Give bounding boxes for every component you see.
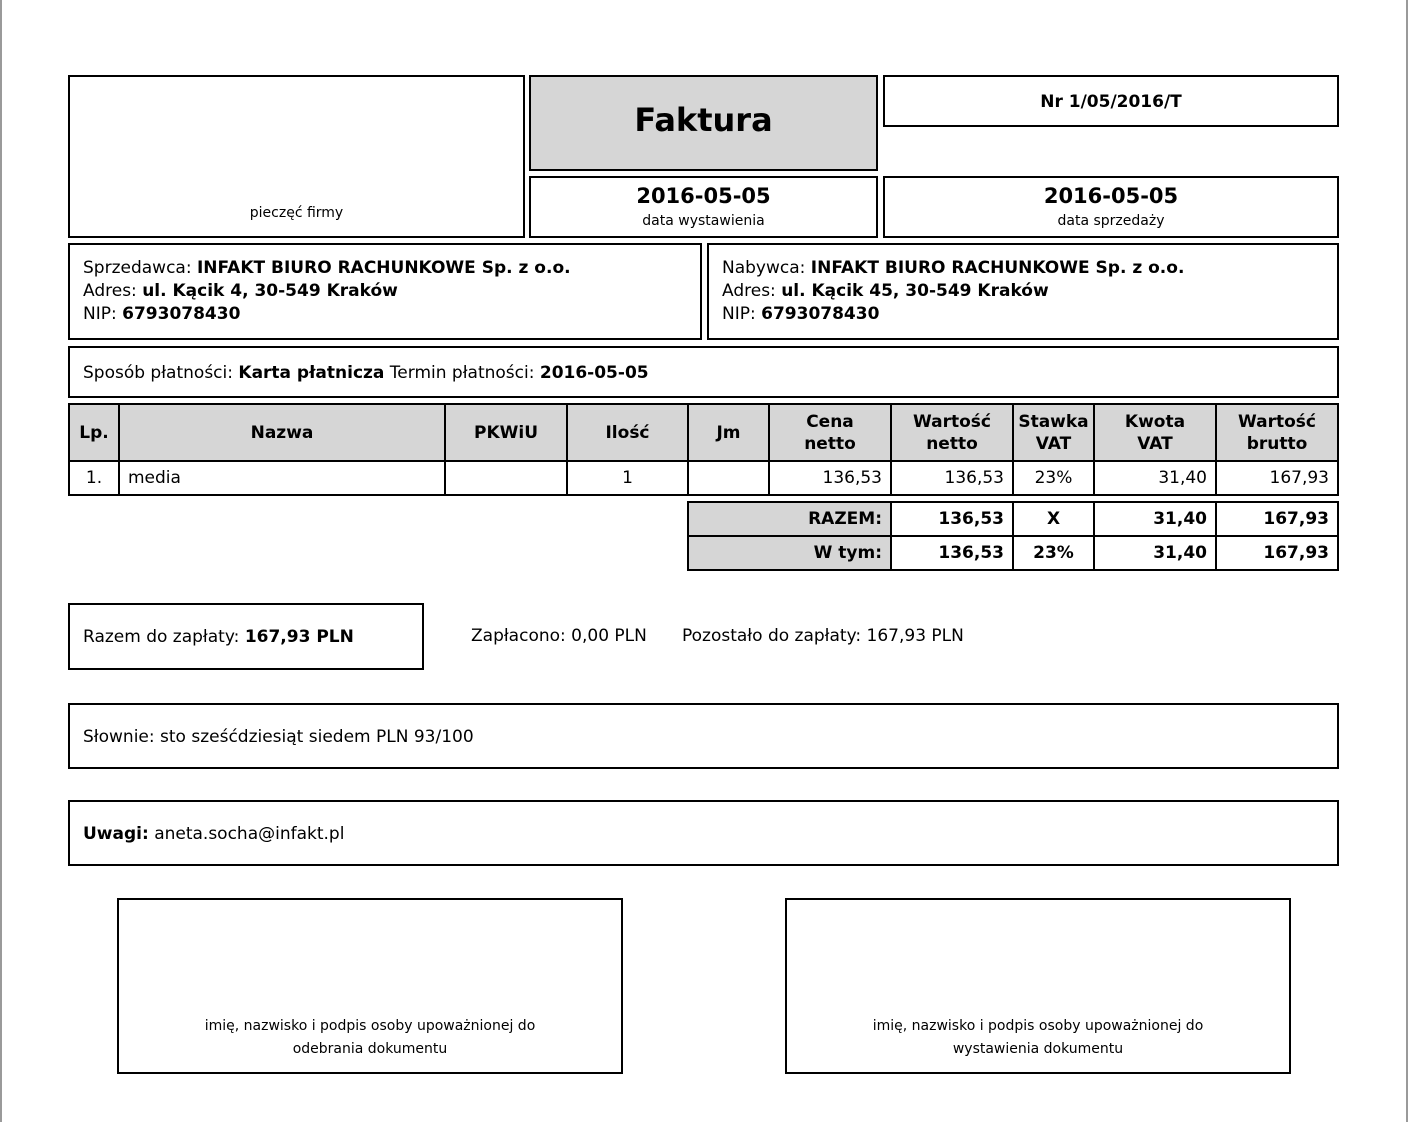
buyer-address: ul. Kącik 45, 30-549 Kraków — [781, 281, 1049, 301]
payment-method: Karta płatnicza — [238, 363, 385, 383]
payment-method-label: Sposób płatności: — [83, 363, 233, 383]
col-header-ilosc: Ilość — [566, 403, 689, 462]
sale-date-box — [883, 176, 1339, 238]
issue-date-label: data wystawienia — [642, 213, 765, 229]
payment-box — [68, 346, 1339, 398]
summary-w-tym-brutto: 167,93 — [1215, 535, 1339, 571]
summary-label-w-tym: W tym: — [687, 535, 892, 571]
buyer-box — [707, 243, 1339, 340]
amount-due-box — [68, 603, 424, 670]
col-header-wartosc-brutto-line2: brutto — [1246, 433, 1308, 454]
amount-due-label: Razem do zapłaty: — [83, 627, 240, 647]
col-header-wartosc-netto-line1: Wartość — [912, 411, 991, 432]
col-header-wartosc-netto — [890, 403, 1014, 462]
col-header-wartosc-netto-line2: netto — [926, 433, 978, 454]
col-header-wartosc-brutto — [1215, 403, 1339, 462]
seller-nip-label: NIP: — [83, 304, 117, 324]
issuer-signature-line2: wystawienia dokumentu — [952, 1041, 1124, 1057]
amount-in-words: Słownie: sto sześćdziesiąt siedem PLN 93/100 — [83, 727, 474, 747]
buyer-name: INFAKT BIURO RACHUNKOWE Sp. z o.o. — [810, 258, 1185, 278]
col-header-stawka-vat — [1012, 403, 1095, 462]
col-header-cena-line1: Cena — [806, 411, 854, 432]
seller-nip: 6793078430 — [122, 304, 241, 324]
company-stamp-box — [68, 75, 525, 238]
buyer-address-label: Adres: — [722, 281, 776, 301]
summary-label-razem: RAZEM: — [687, 501, 892, 537]
summary-w-tym-stawka: 23% — [1012, 535, 1095, 571]
amount-due-line — [83, 627, 354, 647]
buyer-name-line — [722, 258, 1184, 278]
buyer-nip-line — [722, 304, 879, 324]
seller-address-line — [83, 281, 398, 301]
seller-address: ul. Kącik 4, 30-549 Kraków — [142, 281, 398, 301]
col-header-kwota-vat — [1093, 403, 1217, 462]
col-header-kwota-line1: Kwota — [1124, 411, 1186, 432]
table-cell-stawka-vat: 23% — [1012, 460, 1095, 496]
seller-name-line — [83, 258, 571, 278]
seller-address-label: Adres: — [83, 281, 137, 301]
col-header-stawka-line2: VAT — [1035, 433, 1072, 454]
table-cell-cena-netto: 136,53 — [768, 460, 892, 496]
issue-date-box — [529, 176, 878, 238]
notes-box — [68, 800, 1339, 866]
stamp-label: pieczęć firmy — [249, 205, 344, 221]
summary-razem-vat: 31,40 — [1093, 501, 1217, 537]
table-cell-wartosc-brutto: 167,93 — [1215, 460, 1339, 496]
table-cell-lp: 1. — [68, 460, 120, 496]
table-cell-pkwiu — [444, 460, 568, 496]
buyer-nip-label: NIP: — [722, 304, 756, 324]
col-header-nazwa: Nazwa — [118, 403, 446, 462]
seller-label: Sprzedawca: — [83, 258, 192, 278]
col-header-pkwiu: PKWiU — [444, 403, 568, 462]
receiver-signature-line1: imię, nazwisko i podpis osoby upoważnionej do — [204, 1018, 536, 1034]
amount-due-value: 167,93 PLN — [244, 627, 354, 647]
invoice-title: Faktura — [634, 101, 773, 139]
payment-term-label: Termin płatności: — [389, 363, 535, 383]
summary-razem-stawka: X — [1012, 501, 1095, 537]
col-header-cena-line2: netto — [804, 433, 856, 454]
seller-box — [68, 243, 702, 340]
page-edge-left — [0, 0, 2, 1122]
title-box — [529, 75, 878, 171]
sale-date: 2016-05-05 — [1043, 184, 1179, 208]
table-cell-ilosc: 1 — [566, 460, 689, 496]
seller-name: INFAKT BIURO RACHUNKOWE Sp. z o.o. — [196, 258, 571, 278]
col-header-lp: Lp. — [68, 403, 120, 462]
issuer-signature-line1: imię, nazwisko i podpis osoby upoważnionej do — [872, 1018, 1204, 1034]
amount-remaining: Pozostało do zapłaty: 167,93 PLN — [682, 626, 964, 646]
invoice-number: Nr 1/05/2016/T — [1040, 92, 1182, 112]
col-header-wartosc-brutto-line1: Wartość — [1237, 411, 1316, 432]
table-cell-nazwa: media — [118, 460, 446, 496]
amount-paid: Zapłacono: 0,00 PLN — [471, 626, 647, 646]
col-header-stawka-line1: Stawka — [1018, 411, 1089, 432]
receiver-signature-line2: odebrania dokumentu — [292, 1041, 448, 1057]
table-cell-jm — [687, 460, 770, 496]
col-header-cena-netto — [768, 403, 892, 462]
issue-date: 2016-05-05 — [636, 184, 771, 208]
summary-razem-netto: 136,53 — [890, 501, 1014, 537]
receiver-signature-box — [117, 898, 623, 1074]
notes-line — [83, 824, 344, 844]
notes-value: aneta.socha@infakt.pl — [154, 824, 345, 844]
summary-razem-brutto: 167,93 — [1215, 501, 1339, 537]
table-cell-kwota-vat: 31,40 — [1093, 460, 1217, 496]
summary-w-tym-netto: 136,53 — [890, 535, 1014, 571]
payment-term: 2016-05-05 — [539, 363, 649, 383]
buyer-nip: 6793078430 — [761, 304, 880, 324]
summary-w-tym-vat: 31,40 — [1093, 535, 1217, 571]
amount-in-words-box — [68, 703, 1339, 769]
col-header-jm: Jm — [687, 403, 770, 462]
invoice-number-box — [883, 75, 1339, 127]
buyer-label: Nabywca: — [722, 258, 806, 278]
seller-nip-line — [83, 304, 240, 324]
payment-line — [83, 363, 649, 383]
table-cell-wartosc-netto: 136,53 — [890, 460, 1014, 496]
sale-date-label: data sprzedaży — [1057, 213, 1165, 229]
issuer-signature-box — [785, 898, 1291, 1074]
col-header-kwota-line2: VAT — [1137, 433, 1173, 454]
notes-label: Uwagi: — [83, 824, 149, 844]
buyer-address-line — [722, 281, 1049, 301]
